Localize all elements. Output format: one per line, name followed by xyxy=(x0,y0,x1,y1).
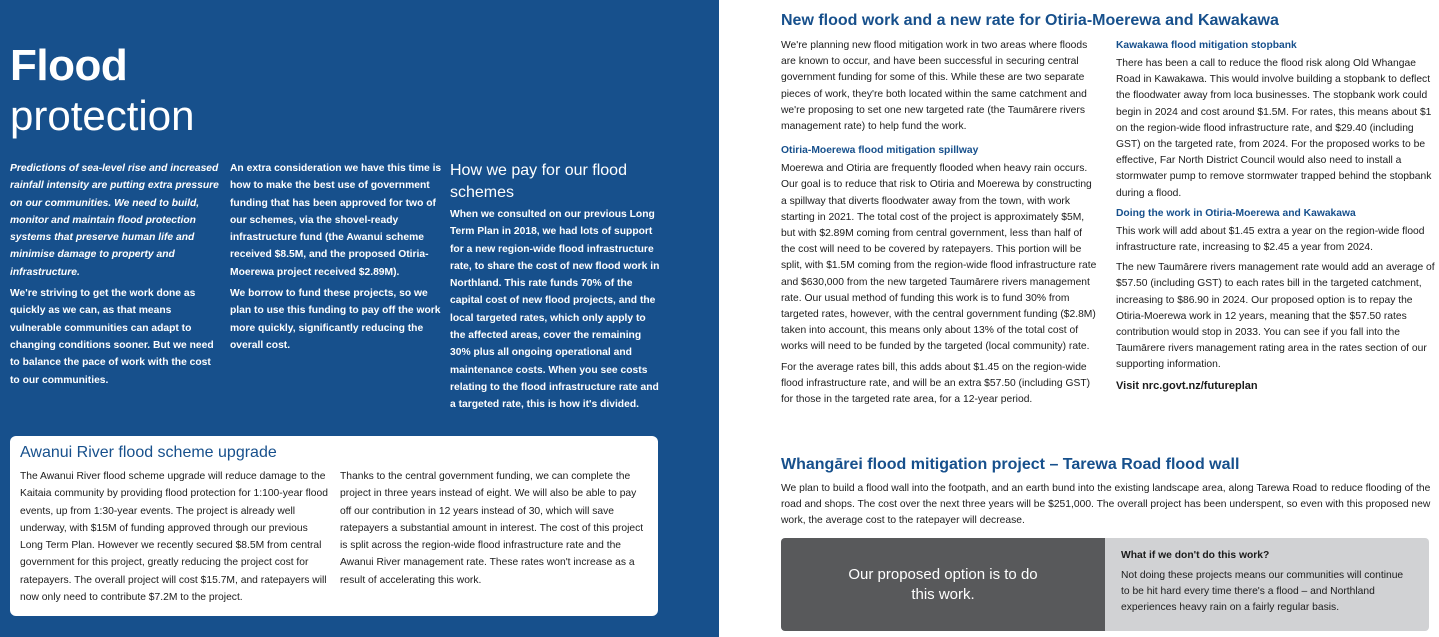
what-if-heading: What if we don't do this work? xyxy=(1121,550,1270,561)
awanui-col1: The Awanui River flood scheme upgrade will reduce damage to the Kaitaia community by providing flood protection for 1:100-year flood events, up from 1:30-year events. The project is already well underway, with $15M of funding approved through our previous Long Term Plan. However we recently secured $8.5M from central government for this project, greatly reducing the project cost for ratepayers. The overall project will cost $15.7M, and ratepayers will now only need to contribute $7.2M to the project. xyxy=(20,471,328,604)
right-page xyxy=(719,0,1439,637)
page-title-bold: Flood xyxy=(10,41,128,90)
new-work-intro: We're planning new flood mitigation work in two areas where floods are known to occur, and have been successful in securing central government funding for some of this. While these are two separate pieces of work, they're both located within the same catchment and we're proposing to set one new targeted rate (the Taumārere rivers management rate) to help fund the work. xyxy=(781,40,1088,133)
page-title-light: protection xyxy=(10,92,195,139)
otiria-kawakawa-heading: New flood work and a new rate for Otiria-Moerewa and Kawakawa xyxy=(781,12,1279,29)
tarewa-heading: Whangārei flood mitigation project – Tarewa Road flood wall xyxy=(781,456,1240,473)
stopbank-heading: Kawakawa flood mitigation stopbank xyxy=(1116,40,1297,51)
doing-work-paragraph-1: This work will add about $1.45 extra a year on the region-wide flood infrastructure rate, increasing to $2.45 a year from 2024. xyxy=(1116,225,1425,254)
what-if-box xyxy=(1105,538,1429,631)
awanui-col2: Thanks to the central government funding, we can complete the project in three years instead of eight. We will also be able to pay off our contribution in 12 years instead of 30, which will save ratepayers a substantial amount in interest. The cost of this project is split across the region-wide flood infrastructure rate and the Awanui River management rate. These rates won't increase as a result of accelerating this work. xyxy=(340,471,644,586)
tarewa-body: We plan to build a flood wall into the footpath, and an earth bund into the existing landscape area, along Tarewa Road to reduce flooding of the road and shops. The cost over the next three years will be $251,000. The overall project has been underspent, so even with this proposed new work, the average cost to the ratepayer will decrease. xyxy=(781,483,1431,527)
funding-paragraph-1: An extra consideration we have this time is how to make the best use of government funding that has been approved for two of our schemes, via the shovel-ready infrastructure fund (the Awanui scheme received $8.5M, and the proposed Otiria-Moerewa project received $2.89M). xyxy=(230,163,442,278)
right-column-2 xyxy=(1116,38,1438,398)
proposed-option-text: Our proposed option is to do this work. xyxy=(848,565,1038,603)
average-rates-paragraph: For the average rates bill, this adds about $1.45 on the region-wide flood infrastructure rate, and will be an extra $57.50 (including GST) for those in the targeted rate area, for a 12-year period. xyxy=(781,361,1091,406)
visit-link[interactable]: Visit nrc.govt.nz/futureplan xyxy=(1116,379,1258,392)
intro-paragraph: Predictions of sea-level rise and increased rainfall intensity are putting extra pressure on our communities. We need to build, monitor and maintain flood protection systems that preserve human life and minimise damage to property and infrastructure. xyxy=(10,163,219,278)
intro-column xyxy=(10,160,222,393)
stopbank-body: There has been a call to reduce the flood risk along Old Whangae Road in Kawakawa. This would involve building a stopbank to deflect the floodwater away from loca businesses. The stopbank work could begin in 2024 and cost around $1.5M. For rates, this means about $1 on the region-wide flood infrastructure rate, and $29.40 (including GST) on the targeted rate, from 2024. For the proposed works to be effective, Far North District Council would also need to install a stormwater pump to remove stormwater trapped behind the stopbank during a flood. xyxy=(1116,58,1432,199)
awanui-box xyxy=(10,436,658,616)
how-we-pay-column xyxy=(450,160,662,418)
spillway-heading: Otiria-Moerewa flood mitigation spillway xyxy=(781,145,979,157)
doing-work-paragraph-2: The new Taumārere rivers management rate would add an average of $57.50 (including GST) to each rates bill in the targeted catchment, increasing to $86.90 in 2024. Our proposed option is to repay the Otiria-Moerewa work in 12 years, meaning that the $57.50 rates contribution would stop in 2033. You can see if you fall into the Taumārere rivers management rating area in the rates section of our supporting information. xyxy=(1116,262,1435,371)
what-if-body: Not doing these projects means our communities will continue to be hit hard every time there's a flood – and Northland experiences heavy rain on a fairly regular basis. xyxy=(1121,570,1404,613)
how-we-pay-body: When we consulted on our previous Long Term Plan in 2018, we had lots of support for a new region-wide flood infrastructure rate, to share the cost of new flood work in Northland. This rate funds 70% of the capital cost of new flood projects, and the local targeted rates, which only apply to the affected areas, cover the remaining 30% plus all ongoing operational and maintenance costs. When you see costs relating to the flood infrastructure rate and a targeted rate, this is how it's divided. xyxy=(450,209,660,411)
funding-paragraph-2: We borrow to fund these projects, so we plan to use this funding to pay off the work more quickly, significantly reducing the overall cost. xyxy=(230,288,441,351)
right-column-1 xyxy=(781,38,1099,412)
how-we-pay-heading: How we pay for our flood schemes xyxy=(450,162,627,201)
awanui-heading: Awanui River flood scheme upgrade xyxy=(20,444,277,461)
left-page xyxy=(0,0,719,637)
proposed-option-box xyxy=(781,538,1105,631)
spillway-body: Moerewa and Otiria are frequently flooded when heavy rain occurs. Our goal is to reduce that risk to Otiria and Moerewa by constructing a spillway that diverts floodwater away from the town, with work starting in 2021. The total cost of the project is approximately $5M, but with $2.89M coming from central government, less than half of the cost will need to be covered by ratepayers. This portion will be split, with $1.5M coming from the region-wide flood infrastructure rate and $630,000 from the new targeted Taumārere rivers management rate. Our usual method of funding this work is to fund 30% from targeted rates, however, with the central government funding ($2.8M) taken into account, this means only about 13% of the total cost of works will need to be funded by the targeted (local community) rate. xyxy=(781,163,1097,353)
funding-column xyxy=(230,160,442,358)
body-paragraph: We're striving to get the work done as quickly as we can, as that means vulnerable communities can adapt to changing conditions sooner. But we need to balance the pace of work with the cost to our communities. xyxy=(10,288,214,386)
doing-work-heading: Doing the work in Otiria-Moerewa and Kawakawa xyxy=(1116,207,1356,219)
